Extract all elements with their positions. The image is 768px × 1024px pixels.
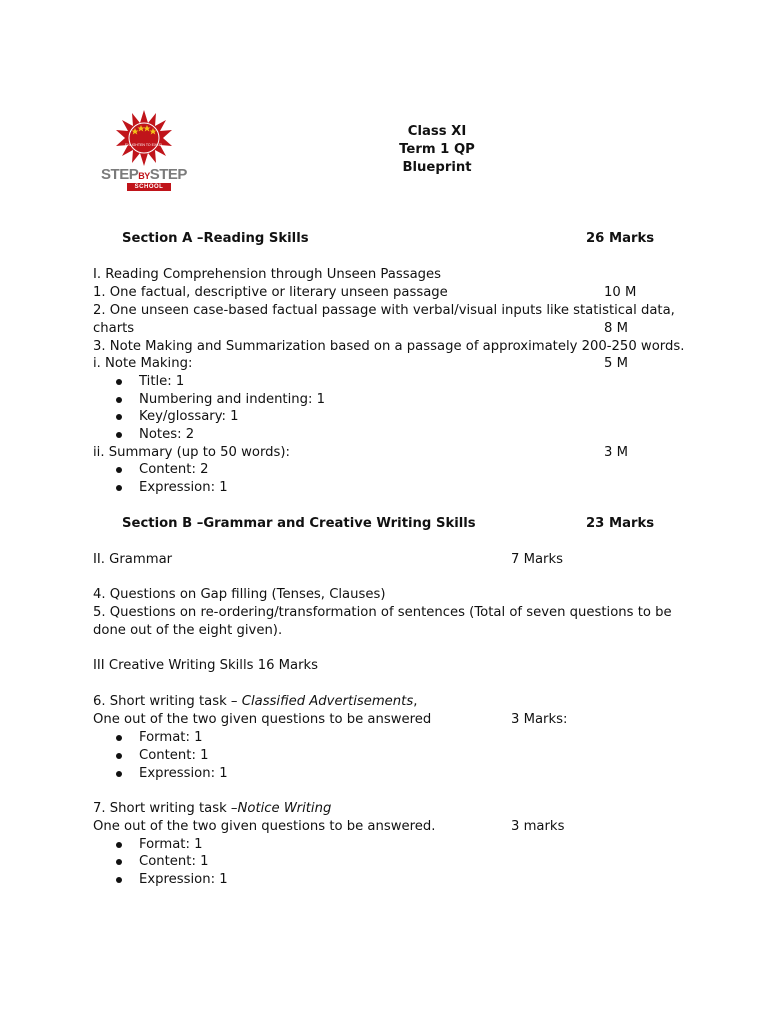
item-1-factual-passage: 1. One factual, descriptive or literary unseen passage (93, 285, 448, 300)
item-7-task-name: Notice Writing (237, 801, 332, 816)
logo-tagline: ENLIGHTEN TO EXCEL (124, 143, 164, 147)
note-bullet-notes: Notes: 2 (139, 427, 195, 442)
bullet-icon (116, 877, 122, 883)
summary-bullet-expression: Expression: 1 (139, 480, 228, 495)
bullet-icon (116, 859, 122, 865)
item-7-instruction: One out of the two given questions to be answered. (93, 819, 436, 834)
creative-writing-heading: III Creative Writing Skills 16 Marks (93, 658, 319, 673)
note-bullet-key: Key/glossary: 1 (139, 409, 239, 424)
header-class: Class XI (407, 124, 467, 139)
bullet-icon (116, 467, 122, 473)
bullet-icon (116, 485, 122, 491)
note-making-marks: 5 M (604, 356, 628, 371)
summary-marks: 3 M (604, 445, 628, 460)
item-6-bullet-content: Content: 1 (139, 748, 209, 763)
logo-word-by: BY (138, 171, 150, 181)
summary-bullet-content: Content: 2 (139, 462, 209, 477)
item-2-case-based-passage: 2. One unseen case-based factual passage with verbal/visual inputs like statistical data, (93, 303, 675, 318)
item-4-gap-filling: 4. Questions on Gap filling (Tenses, Clauses) (93, 587, 386, 602)
item-6-bullet-format: Format: 1 (139, 730, 203, 745)
grammar-marks: 7 Marks (511, 552, 563, 567)
item-6-bullet-expression: Expression: 1 (139, 766, 228, 781)
item-5-reordering: 5. Questions on re-ordering/transformation of sentences (Total of seven questions to be (93, 605, 672, 620)
item-2-continuation: charts (93, 321, 135, 336)
section-a-title: Section A –Reading Skills (122, 231, 309, 246)
logo-school-bar: SCHOOL (127, 183, 171, 191)
item-3-note-making: 3. Note Making and Summarization based on a passage of approximately 200-250 words. (93, 339, 685, 354)
item-7-bullet-content: Content: 1 (139, 854, 209, 869)
header-term: Term 1 QP (399, 142, 475, 157)
bullet-icon (116, 397, 122, 403)
item-2-marks: 8 M (604, 321, 628, 336)
item-1-marks: 10 M (604, 285, 637, 300)
item-6-task-name: Classified Advertisements (241, 694, 414, 709)
section-b-title: Section B –Grammar and Creative Writing Skills (122, 516, 476, 531)
item-6-short-writing (93, 694, 417, 709)
item-7-bullet-expression: Expression: 1 (139, 872, 228, 887)
summary-heading: ii. Summary (up to 50 words): (93, 445, 290, 460)
bullet-icon (116, 771, 122, 777)
grammar-heading: II. Grammar (93, 552, 173, 567)
section-b-marks: 23 Marks (586, 516, 655, 531)
item-5-continuation: done out of the eight given). (93, 623, 283, 638)
note-bullet-title: Title: 1 (139, 374, 185, 389)
note-making-heading: i. Note Making: (93, 356, 193, 371)
item-6-prefix: 6. Short writing task – (93, 694, 242, 709)
item-7-marks: 3 marks (511, 819, 565, 834)
section-a-marks: 26 Marks (586, 231, 655, 246)
item-7-short-writing (93, 801, 331, 816)
bullet-icon (116, 735, 122, 741)
header-blueprint: Blueprint (402, 160, 472, 175)
item-6-suffix: , (413, 694, 418, 709)
bullet-icon (116, 379, 122, 385)
bullet-icon (116, 753, 122, 759)
item-7-bullet-format: Format: 1 (139, 837, 203, 852)
bullet-icon (116, 432, 122, 438)
note-bullet-numbering: Numbering and indenting: 1 (139, 392, 326, 407)
item-6-instruction: One out of the two given questions to be answered (93, 712, 432, 727)
logo-wordmark (97, 166, 191, 183)
logo-word-step: STEP (101, 166, 139, 183)
item-6-marks: 3 Marks: (511, 712, 568, 727)
reading-comprehension-heading: I. Reading Comprehension through Unseen Passages (93, 267, 441, 282)
bullet-icon (116, 414, 122, 420)
item-7-prefix: 7. Short writing task – (93, 801, 238, 816)
logo-word-step-2: STEP (149, 166, 187, 183)
bullet-icon (116, 842, 122, 848)
